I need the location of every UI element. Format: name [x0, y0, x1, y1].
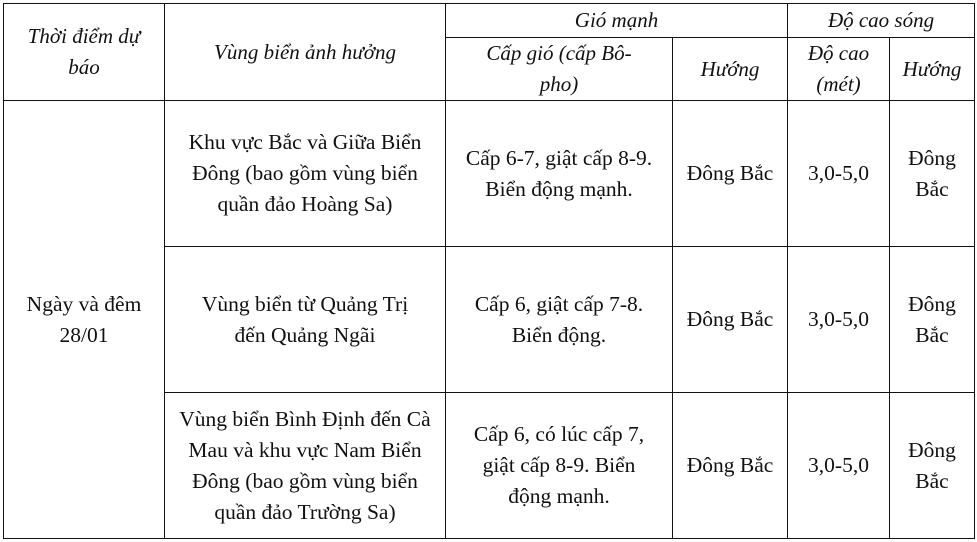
header-strong-wind: Gió mạnh — [446, 4, 788, 38]
header-area: Vùng biển ảnh hưởng — [165, 4, 446, 101]
wind-direction: Đông Bắc — [673, 101, 788, 247]
wind-level: Cấp 6, giật cấp 7-8. Biển động. — [446, 247, 673, 393]
header-wave-direction: Hướng — [890, 38, 975, 101]
sea-area: Vùng biển từ Quảng Trị đến Quảng Ngãi — [165, 247, 446, 393]
sea-area: Khu vực Bắc và Giữa Biển Đông (bao gồm vùng biển quần đảo Hoàng Sa) — [165, 101, 446, 247]
forecast-time: Ngày và đêm 28/01 — [4, 101, 165, 539]
wave-height: 3,0-5,0 — [788, 101, 890, 247]
header-wind-level: Cấp gió (cấp Bô-pho) — [446, 38, 673, 101]
sea-forecast-table — [3, 3, 975, 539]
header-time: Thời điểm dự báo — [4, 4, 165, 101]
header-wave-height-group: Độ cao sóng — [788, 4, 975, 38]
wave-height: 3,0-5,0 — [788, 247, 890, 393]
header-row-1 — [4, 4, 975, 38]
wave-height: 3,0-5,0 — [788, 393, 890, 539]
wind-level: Cấp 6, có lúc cấp 7, giật cấp 8-9. Biển động mạnh. — [446, 393, 673, 539]
wind-direction: Đông Bắc — [673, 247, 788, 393]
wind-direction: Đông Bắc — [673, 393, 788, 539]
header-wind-direction: Hướng — [673, 38, 788, 101]
table-row — [4, 101, 975, 247]
sea-area: Vùng biển Bình Định đến Cà Mau và khu vực Nam Biển Đông (bao gồm vùng biển quần đảo Trường Sa) — [165, 393, 446, 539]
wind-level: Cấp 6-7, giật cấp 8-9. Biển động mạnh. — [446, 101, 673, 247]
wave-direction: Đông Bắc — [890, 393, 975, 539]
wave-direction: Đông Bắc — [890, 101, 975, 247]
wave-direction: Đông Bắc — [890, 247, 975, 393]
header-wave-height: Độ cao (mét) — [788, 38, 890, 101]
